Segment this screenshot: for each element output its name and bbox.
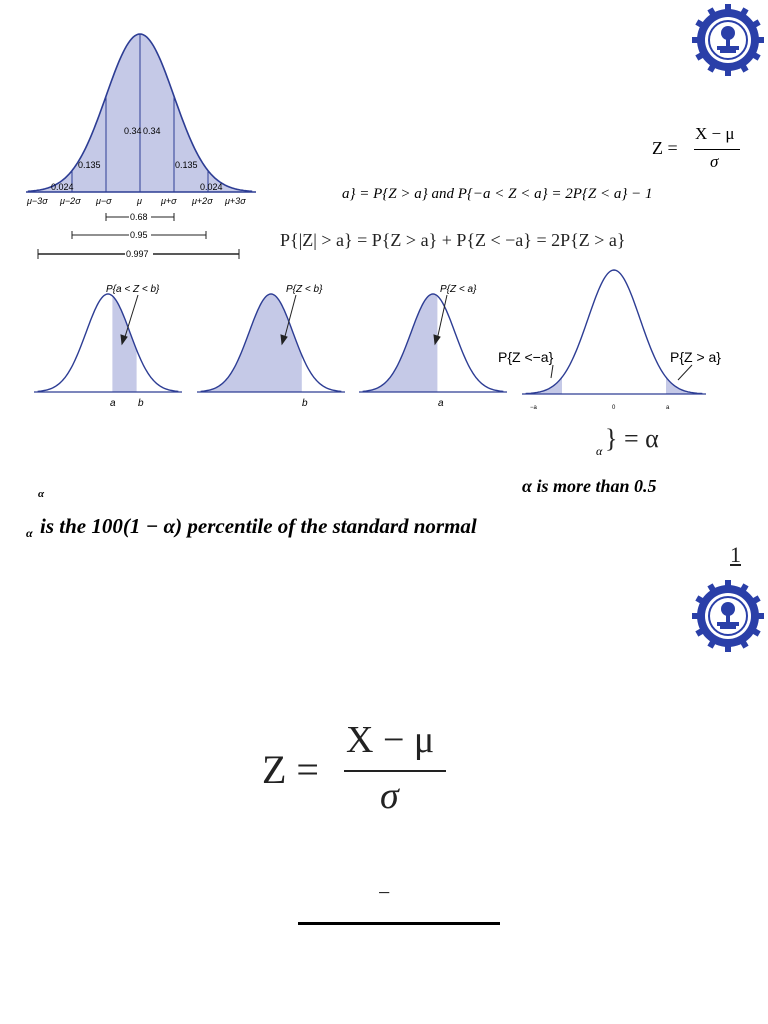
curve3-tick-a: a bbox=[438, 398, 444, 409]
range-label-1sigma: 0.68 bbox=[130, 212, 148, 222]
range-label-3sigma: 0.997 bbox=[126, 249, 149, 259]
two-tail-line bbox=[526, 270, 703, 394]
empirical-rule-chart bbox=[20, 20, 265, 265]
z-formula-lhs: Z = bbox=[652, 138, 678, 158]
alpha-eq-subscript: α bbox=[596, 444, 603, 458]
abs-identity: P{|Z| > a} = P{Z > a} + P{Z < −a} = 2P{Z > a} bbox=[280, 230, 626, 250]
z-formula-small bbox=[652, 124, 752, 176]
range-label-2sigma: 0.95 bbox=[130, 230, 148, 240]
sigma-label-m1: μ−σ bbox=[96, 196, 112, 206]
two-tail-tick-neg-a: −a bbox=[530, 405, 537, 411]
right-tail-label: P{Z > a} bbox=[670, 349, 721, 365]
underline-bar bbox=[298, 922, 500, 925]
band-label-center-left: 0.34 bbox=[124, 126, 142, 136]
institute-logo-2 bbox=[690, 578, 766, 654]
curve2-tick-b: b bbox=[302, 398, 308, 409]
curve1-label: P{a < Z < b} bbox=[106, 284, 160, 295]
curve3-shaded-area bbox=[363, 294, 438, 392]
sigma-label-p2: μ+2σ bbox=[192, 196, 213, 206]
sigma-label-m3: μ−3σ bbox=[27, 196, 48, 206]
curve2-label: P{Z < b} bbox=[286, 284, 323, 295]
probability-curves bbox=[38, 280, 528, 410]
two-tail-tick-a: a bbox=[666, 405, 670, 411]
curve3-label: P{Z < a} bbox=[440, 284, 477, 295]
two-tail-chart bbox=[498, 262, 750, 414]
sigma-label-mu: μ bbox=[137, 196, 142, 206]
band-label-right-3: 0.024 bbox=[200, 182, 223, 192]
z-formula-numerator: X − μ bbox=[695, 124, 735, 143]
fraction-bar bbox=[694, 149, 740, 150]
sigma-label-m2: μ−2σ bbox=[60, 196, 81, 206]
curve1-line bbox=[38, 294, 179, 391]
band-label-left-2: 0.135 bbox=[78, 160, 101, 170]
left-tail-label: P{Z <−a} bbox=[498, 349, 554, 365]
slide-page-2 bbox=[0, 512, 768, 1024]
z-formula-denominator: σ bbox=[710, 152, 719, 171]
z-formula-large bbox=[262, 718, 462, 828]
z-formula-large-numerator: X − μ bbox=[346, 719, 435, 761]
alpha-eq-rest: } = α bbox=[605, 424, 659, 453]
large-fraction-bar bbox=[344, 770, 446, 772]
curve1-tick-a: a bbox=[110, 398, 116, 409]
alpha-small: α bbox=[38, 488, 45, 500]
band-label-right-2: 0.135 bbox=[175, 160, 198, 170]
percentile-subscript: α bbox=[26, 526, 33, 540]
curve1-tick-b: b bbox=[138, 398, 144, 409]
institute-logo bbox=[690, 2, 766, 78]
sigma-label-p3: μ+3σ bbox=[225, 196, 246, 206]
curve2-shaded-area bbox=[201, 294, 302, 392]
page-number: 1 bbox=[730, 542, 741, 567]
z-formula-large-denominator: σ bbox=[380, 775, 399, 817]
band-label-center-right: 0.34 bbox=[143, 126, 161, 136]
percentile-text: is the 100(1 − α) percentile of the standard normal bbox=[40, 514, 477, 538]
two-tail-tick-zero: 0 bbox=[612, 405, 616, 411]
prob-identity: a} = P{Z > a} and P{−a < Z < a} = 2P{Z < a} − 1 bbox=[342, 186, 653, 202]
z-formula-large-lhs: Z = bbox=[262, 747, 319, 792]
alpha-note: α is more than 0.5 bbox=[522, 476, 657, 496]
sigma-label-p1: μ+σ bbox=[161, 196, 177, 206]
minus-sign: − bbox=[378, 880, 391, 905]
band-label-left-3: 0.024 bbox=[51, 182, 74, 192]
